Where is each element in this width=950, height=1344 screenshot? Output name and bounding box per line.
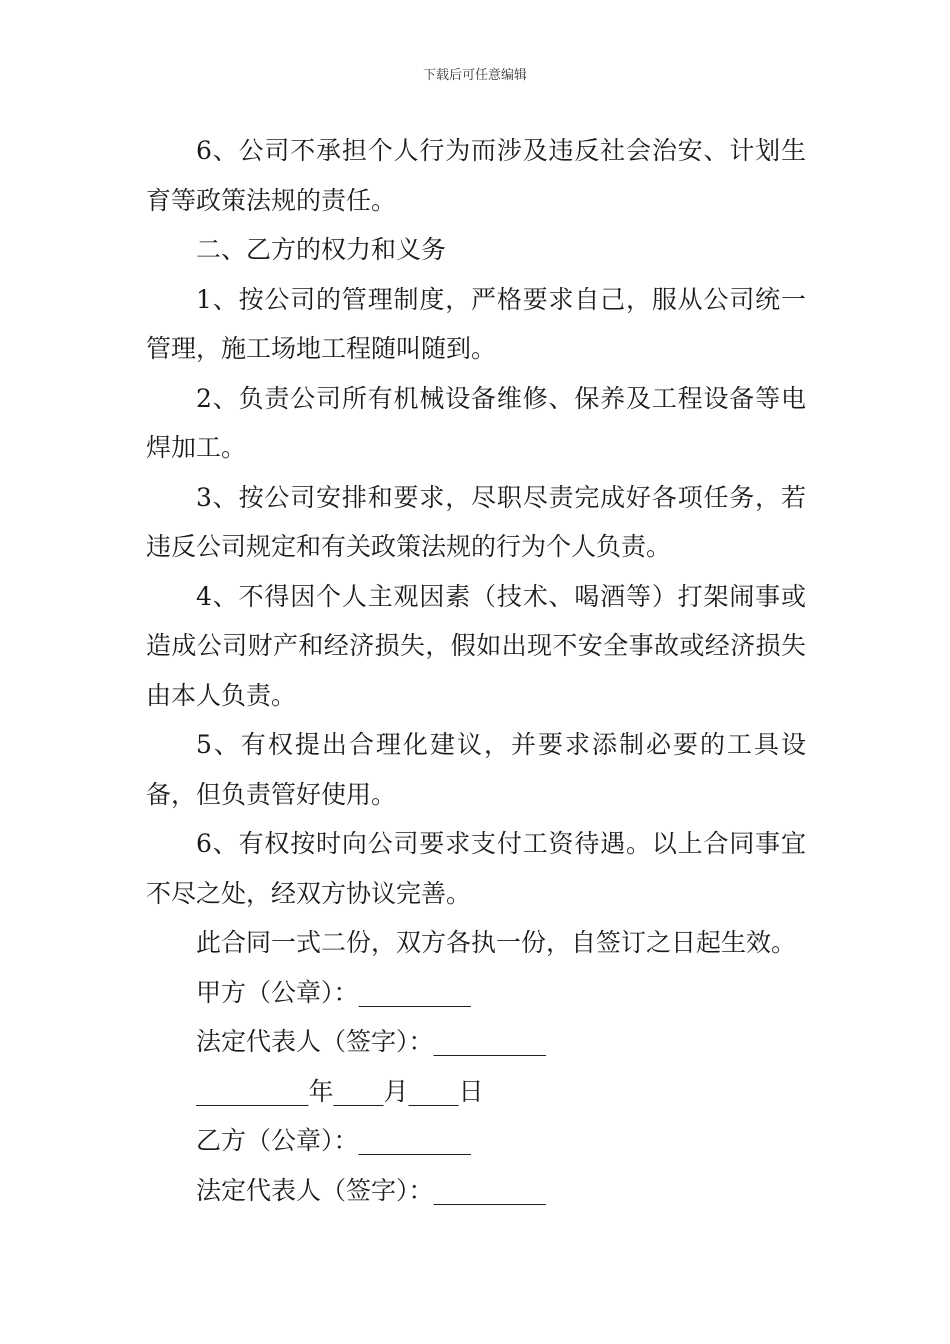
page-header: 下载后可任意编辑 xyxy=(422,68,527,83)
clause-b6: 6、有权按时向公司要求支付工资待遇。以上合同事宜不尽之处，经双方协议完善。 xyxy=(146,829,806,908)
clause-b5: 5、有权提出合理化建议，并要求添制必要的工具设备，但负责管好使用。 xyxy=(146,730,806,809)
effective-clause: 此合同一式二份，双方各执一份，自签订之日起生效。 xyxy=(196,928,797,957)
party-b-seal-line: 乙方（公章）：_________ xyxy=(196,1126,472,1155)
clause-b3: 3、按公司安排和要求，尽职尽责完成好各项任务，若违反公司规定和有关政策法规的行为个人负责。 xyxy=(146,482,806,561)
signing-date-line: _________年____月____日 xyxy=(196,1076,484,1106)
clause-b2: 2、负责公司所有机械设备维修、保养及工程设备等电焊加工。 xyxy=(146,383,806,462)
clause-b4: 4、不得因个人主观因素（技术、喝酒等）打架闹事或造成公司财产和经济损失，假如出现不安全事故或经济损失由本人负责。 xyxy=(146,581,806,710)
party-a-representative-line: 法定代表人（签字）：_________ xyxy=(196,1027,547,1056)
section-heading-party-b: 二、乙方的权力和义务 xyxy=(196,235,447,264)
party-a-seal-line: 甲方（公章）：_________ xyxy=(196,977,472,1007)
clause-a6: 6、公司不承担个人行为而涉及违反社会治安、计划生育等政策法规的责任。 xyxy=(146,136,806,215)
clause-b1: 1、按公司的管理制度，严格要求自己，服从公司统一管理，施工场地工程随叫随到。 xyxy=(146,284,806,363)
party-b-representative-line: 法定代表人（签字）：_________ xyxy=(196,1175,547,1205)
document-body xyxy=(146,126,806,1215)
